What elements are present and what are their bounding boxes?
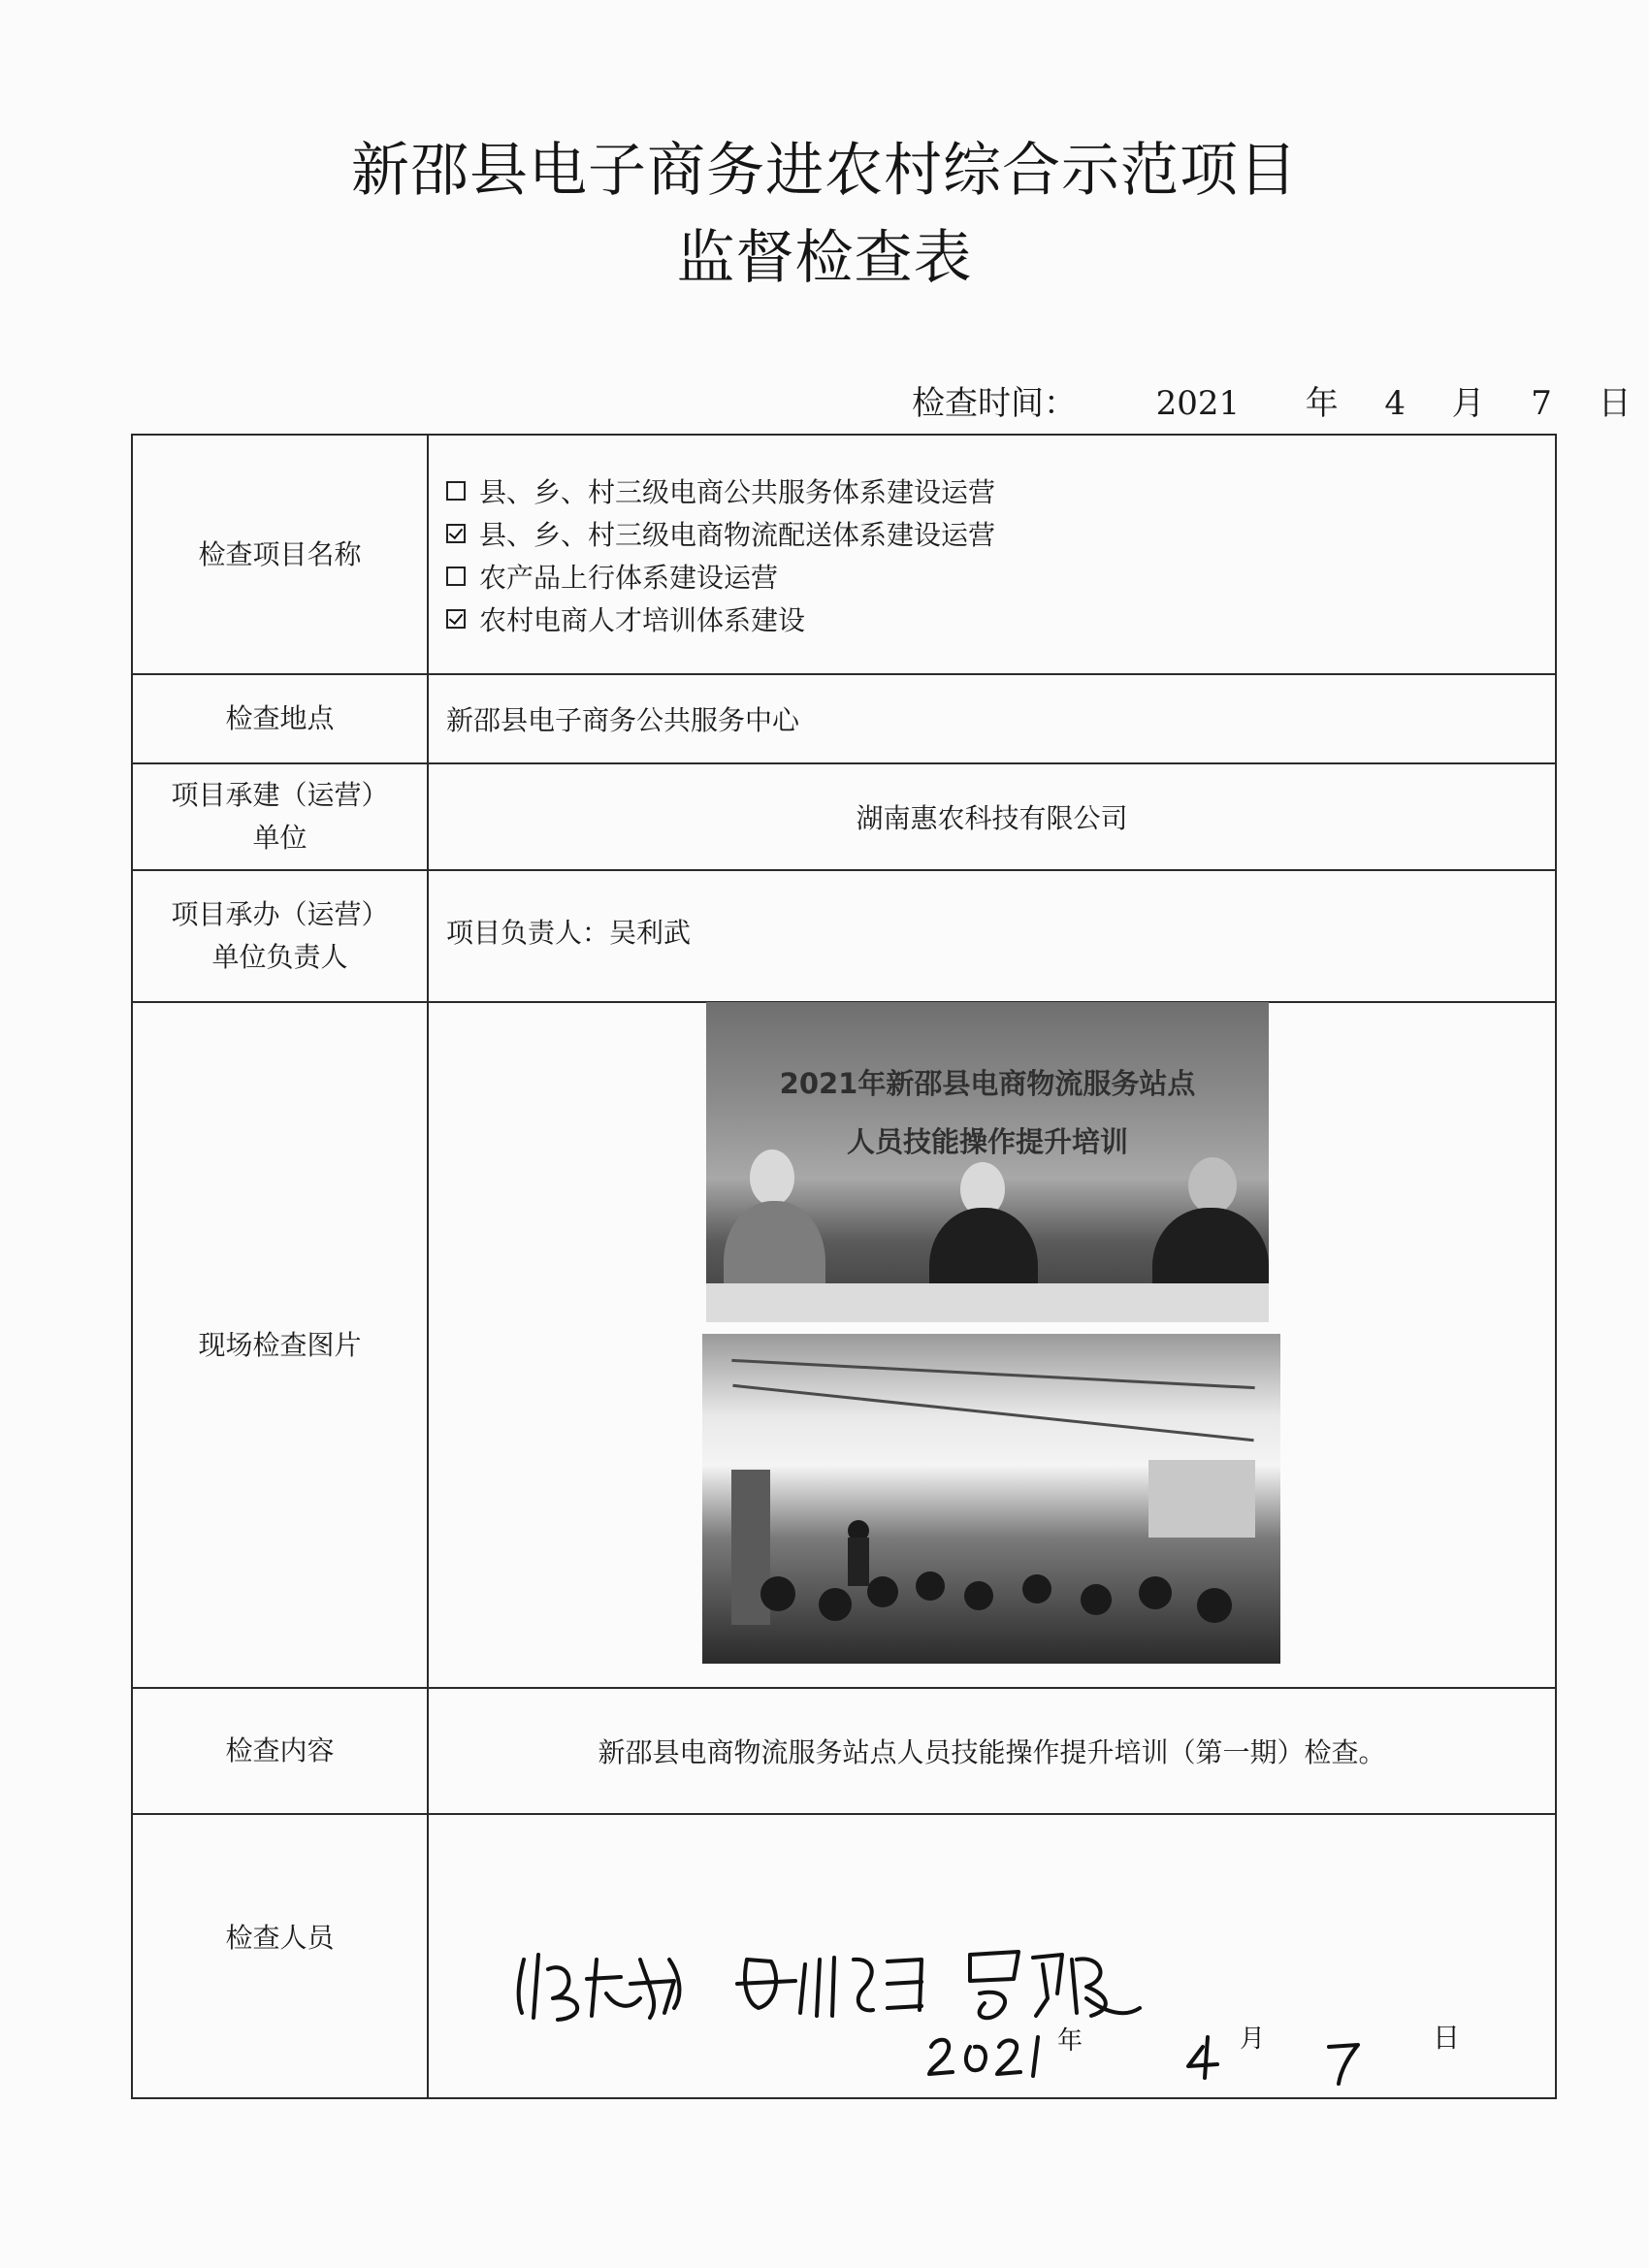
project-option[interactable] <box>446 470 995 512</box>
contractor-label <box>133 764 429 869</box>
location-label: 检查地点 <box>133 675 429 762</box>
date-year-unit: 年 <box>1305 384 1339 423</box>
desk <box>706 1283 1269 1322</box>
project-options <box>429 436 1555 673</box>
date-day: 7 <box>1531 384 1552 423</box>
banner-title-line1: 2021年新邵县电商物流服务站点 <box>779 1067 1196 1100</box>
wall-poster <box>1148 1460 1255 1538</box>
date-label: 检查时间： <box>912 384 1077 423</box>
checkbox[interactable] <box>446 481 466 501</box>
inspectors-signature-area <box>429 1815 1555 2099</box>
project-option[interactable] <box>446 598 995 640</box>
contractor-lead-value: 项目负责人：吴利武 <box>446 917 692 949</box>
row-contractor <box>133 762 1555 869</box>
ceiling-beam <box>731 1359 1254 1389</box>
project-option[interactable] <box>446 512 995 555</box>
contractor-lead-label-line1: 项目承办（运营） <box>171 898 389 930</box>
project-name-label: 检查项目名称 <box>133 436 429 673</box>
signed-year-unit: 年 <box>1057 2026 1083 2056</box>
option-label: 农产品上行体系建设运营 <box>479 561 779 594</box>
attendee <box>1081 1584 1112 1615</box>
inspectors-label: 检查人员 <box>133 1815 429 2099</box>
attendee <box>867 1576 898 1607</box>
contractor-lead-label <box>133 871 429 1001</box>
date-month: 4 <box>1384 384 1406 423</box>
content-value: 新邵县电商物流服务站点人员技能操作提升培训（第一期）检查。 <box>598 1736 1386 1768</box>
attendee <box>760 1576 795 1611</box>
option-label: 农村电商人才培训体系建设 <box>479 603 806 636</box>
ceiling-beam <box>732 1384 1253 1442</box>
date-month-unit: 月 <box>1451 384 1485 423</box>
row-inspectors <box>133 1813 1555 2099</box>
project-option[interactable] <box>446 555 995 598</box>
attendee <box>964 1581 993 1610</box>
signed-month-unit: 月 <box>1240 2025 1266 2054</box>
option-label: 县、乡、村三级电商公共服务体系建设运营 <box>479 475 996 508</box>
contractor-lead-label-line2: 单位负责人 <box>211 941 348 973</box>
attendee <box>1139 1576 1172 1609</box>
checkbox[interactable] <box>446 524 466 543</box>
project-option-list <box>446 470 995 640</box>
row-contractor-lead <box>133 869 1555 1001</box>
inspection-date <box>912 376 1632 424</box>
row-location <box>133 673 1555 762</box>
attendee <box>1197 1588 1232 1623</box>
document-title: 新邵县电子商务进农村综合示范项目 <box>351 137 1298 205</box>
location-value: 新邵县电子商务公共服务中心 <box>446 704 800 736</box>
attendee <box>916 1571 945 1601</box>
classroom-photo <box>702 1334 1280 1664</box>
presenter <box>848 1538 869 1586</box>
checkbox[interactable] <box>446 609 466 629</box>
training-banner-photo <box>706 1002 1269 1322</box>
person-head <box>1188 1157 1237 1214</box>
document-subtitle: 监督检查表 <box>676 224 973 292</box>
checkbox[interactable] <box>446 567 466 586</box>
date-year: 2021 <box>1155 384 1241 423</box>
person-head <box>750 1150 794 1206</box>
contractor-label-line1: 项目承建（运营） <box>171 779 389 811</box>
signed-day-unit: 日 <box>1432 2022 1460 2054</box>
banner-title-line2: 人员技能操作提升培训 <box>846 1125 1128 1158</box>
attendee <box>1022 1574 1051 1604</box>
option-label: 县、乡、村三级电商物流配送体系建设运营 <box>479 518 996 551</box>
attendee <box>819 1588 852 1621</box>
photos-label: 现场检查图片 <box>133 1003 429 1687</box>
date-day-unit: 日 <box>1598 384 1632 423</box>
row-project-name <box>133 436 1555 673</box>
content-label: 检查内容 <box>133 1689 429 1813</box>
contractor-value: 湖南惠农科技有限公司 <box>856 802 1128 834</box>
contractor-label-line2: 单位 <box>252 822 307 854</box>
row-content <box>133 1687 1555 1813</box>
